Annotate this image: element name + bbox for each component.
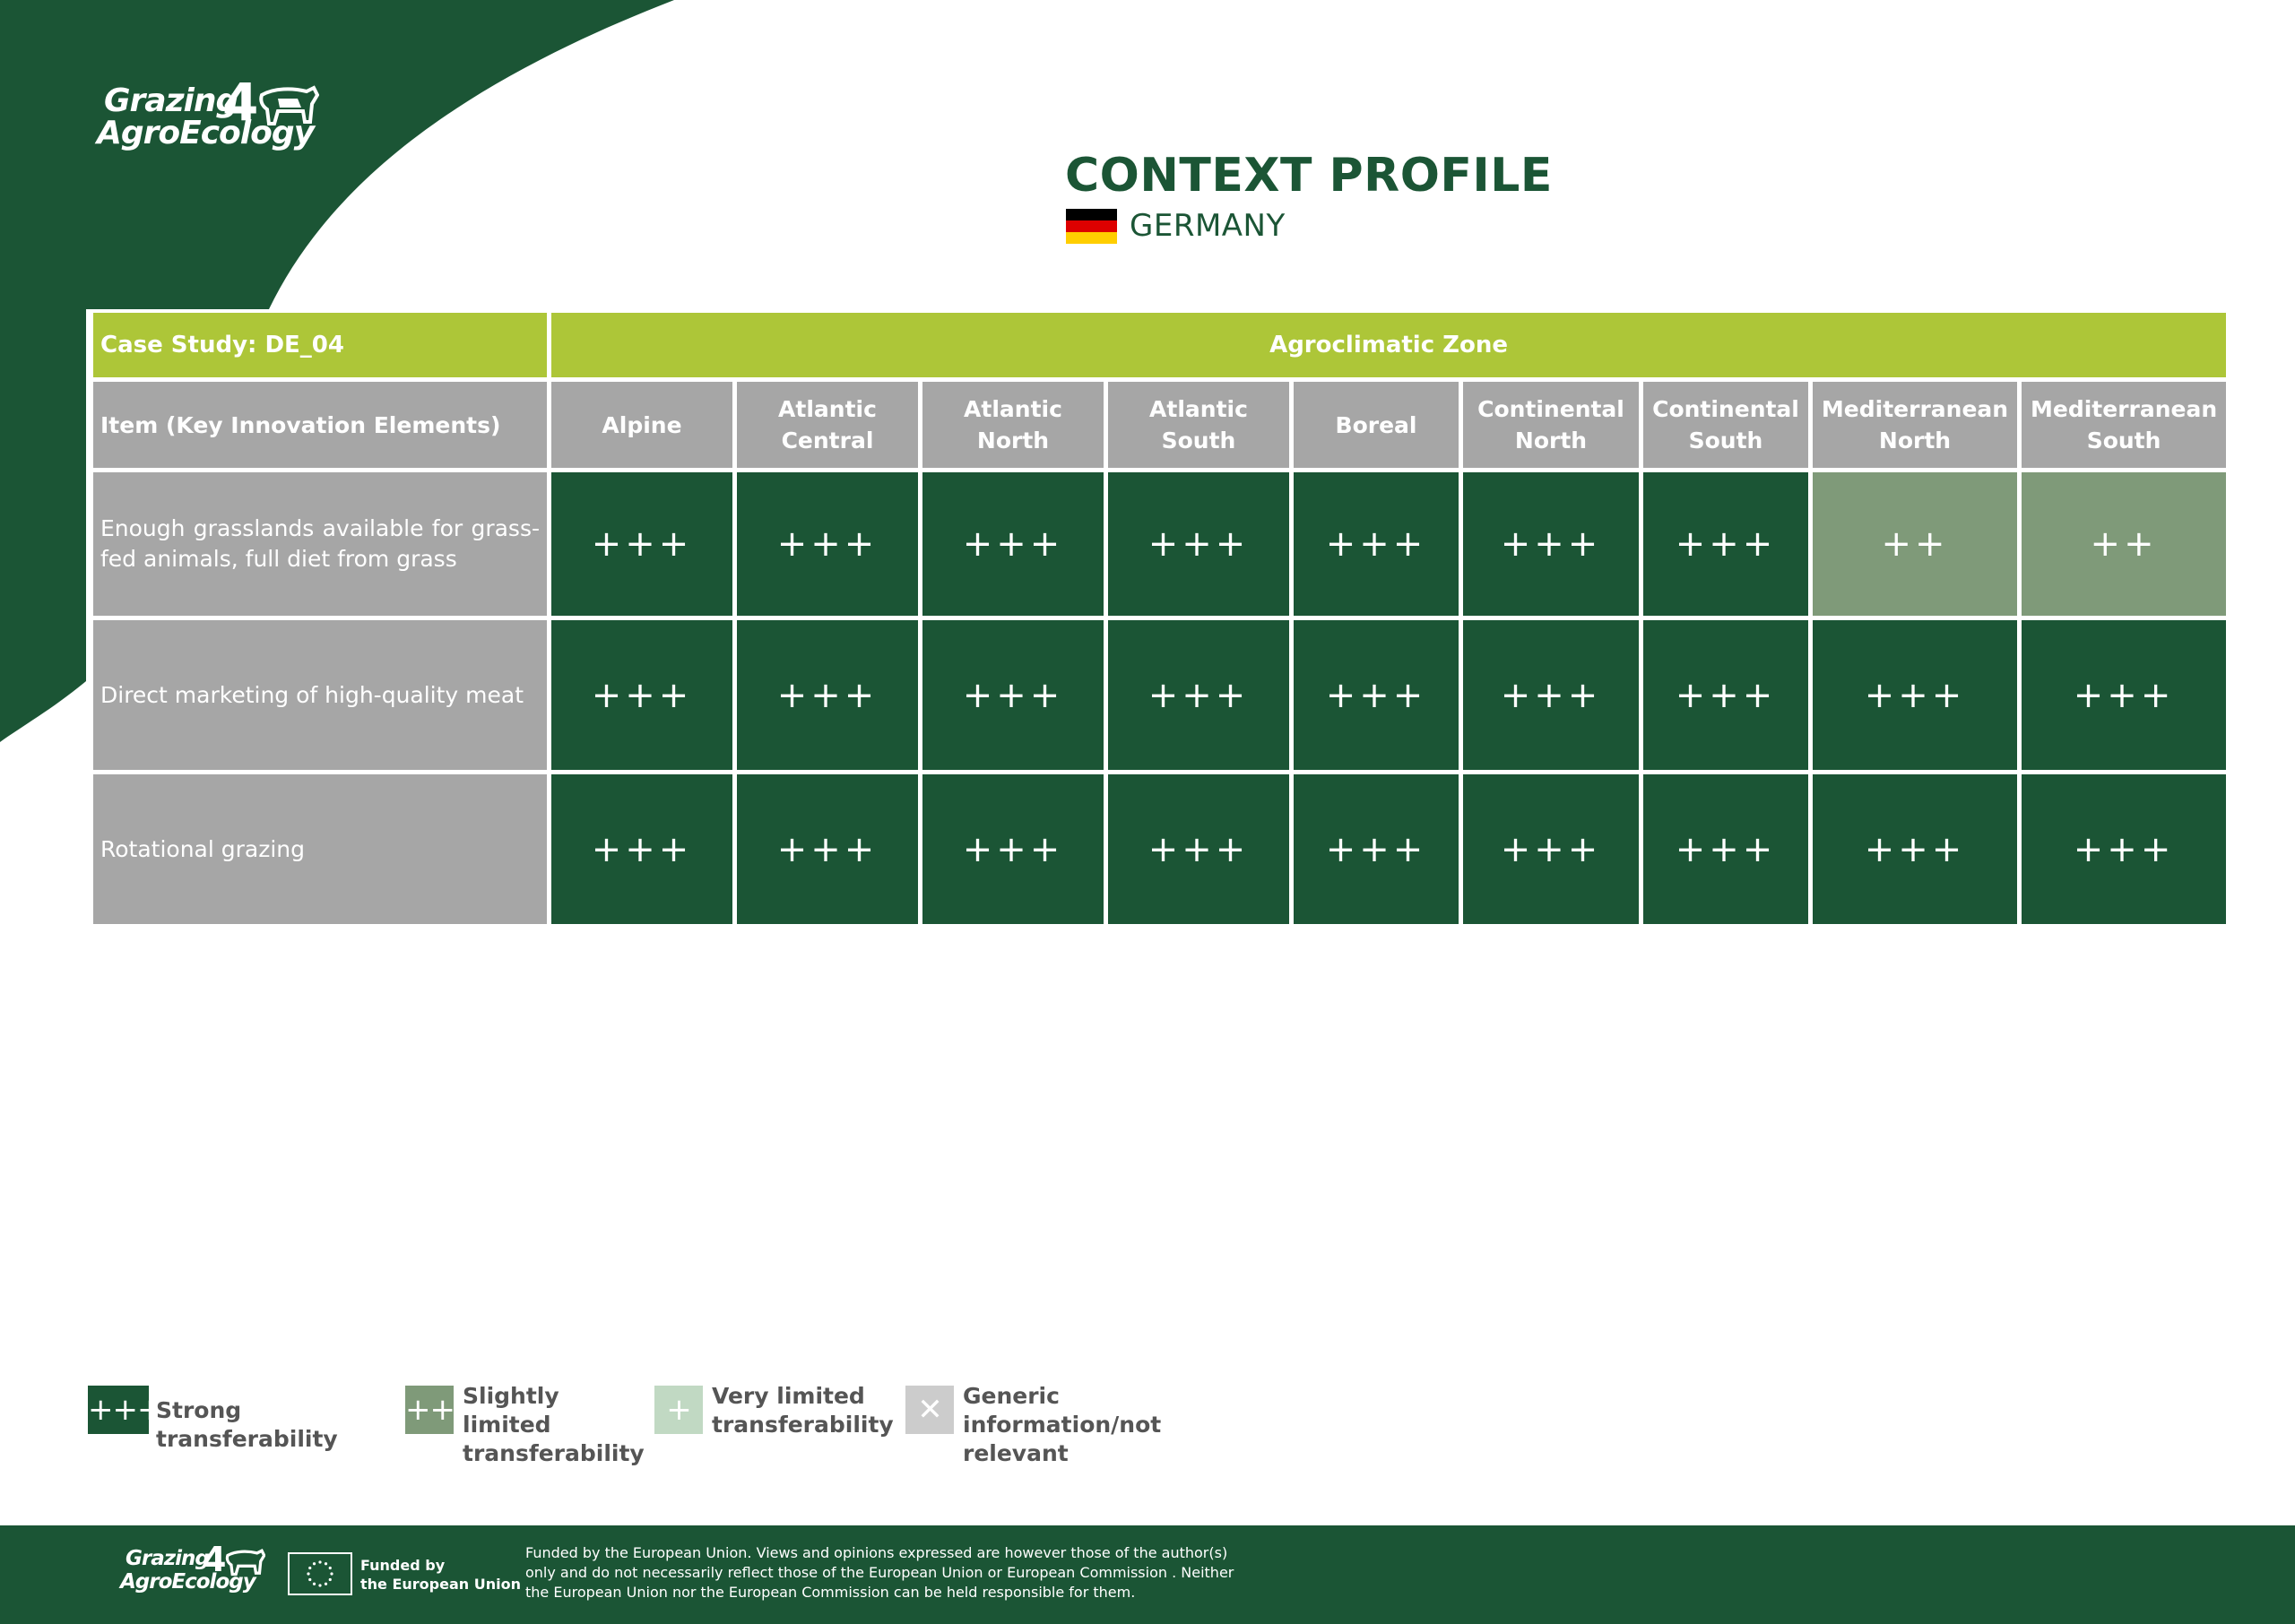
legend-label-line2: relevant [963, 1440, 1069, 1466]
rating-cell: ++ [2022, 472, 2226, 616]
rating-cell: +++ [1643, 472, 1808, 616]
zone-header [1813, 382, 2017, 468]
eu-star [325, 1583, 327, 1585]
rating-cell: +++ [1643, 620, 1808, 770]
rating-cell: +++ [1813, 620, 2017, 770]
zone-name-line1: Atlantic [964, 396, 1062, 422]
zone-header [1643, 382, 1808, 468]
logo-line2: AgroEcology [97, 115, 315, 151]
zone-header [922, 382, 1104, 468]
eu-flag-icon [288, 1552, 352, 1595]
legend-label [463, 1382, 645, 1468]
disclaimer-line1: Funded by the European Union. Views and opinions expressed are however those of the author(s) [525, 1544, 1228, 1561]
disclaimer-line2: only and do not necessarily reflect those of the European Union or European Commission . Neither [525, 1564, 1234, 1581]
item-column-header: Item (Key Innovation Elements) [93, 382, 547, 468]
zone-name-line2: North [976, 428, 1050, 454]
logo-line1: Grazing [104, 82, 238, 119]
funded-line1: Funded by [360, 1557, 446, 1574]
legend-label-line1: Very limited [712, 1383, 865, 1409]
zone-header [737, 382, 918, 468]
legend-label-line2: transferability [712, 1412, 894, 1438]
funding-disclaimer [525, 1543, 1260, 1602]
rating-cell: +++ [551, 620, 732, 770]
zone-name-line2: North [1878, 428, 1952, 454]
zone-name-line1: Atlantic [1149, 396, 1248, 422]
rating-cell: +++ [1108, 472, 1289, 616]
legend-label [963, 1382, 1161, 1468]
footer-logo [120, 1540, 273, 1599]
rating-cell: +++ [551, 472, 732, 616]
footer-logo-number: 4 [203, 1540, 227, 1579]
logo-number: 4 [222, 72, 259, 133]
table-row [93, 620, 2226, 770]
zone-name-line2: South [1161, 428, 1236, 454]
case-study-label: Case Study: DE_04 [93, 313, 547, 377]
eu-star [307, 1572, 309, 1575]
very-limited-swatch: + [654, 1386, 703, 1434]
zone-name-line1: Mediterranean [1821, 396, 2009, 422]
zone-name-line1: Continental [1652, 396, 1799, 422]
rating-cell: +++ [737, 774, 918, 924]
legend-label-line2: transferability [463, 1440, 645, 1466]
eu-star [330, 1572, 333, 1575]
grazing4agroecology-logo [97, 72, 330, 156]
rating-cell: +++ [922, 620, 1104, 770]
zone-header [551, 382, 732, 468]
zone-header [1463, 382, 1639, 468]
eu-star [318, 1560, 321, 1563]
cow-icon [224, 1547, 265, 1583]
rating-cell: +++ [551, 774, 732, 924]
rating-cell: +++ [1108, 774, 1289, 924]
funded-line2: the European Union [360, 1576, 521, 1593]
table-row [93, 774, 2226, 924]
rating-cell: +++ [1463, 472, 1639, 616]
rating-cell: ++ [1813, 472, 2017, 616]
eu-star [313, 1583, 316, 1585]
rating-cell: +++ [1813, 774, 2017, 924]
footer [0, 1525, 2295, 1624]
zone-name-line1: Mediterranean [2030, 396, 2218, 422]
slightly-limited-swatch: ++ [405, 1386, 454, 1434]
item-label: Enough grasslands available for grass-fed animals, full diet from grass [93, 472, 547, 616]
item-label: Direct marketing of high-quality meat [93, 620, 547, 770]
disclaimer-line3: the European Union nor the European Commission can be held responsible for them. [525, 1584, 1136, 1601]
zone-name-line2: Central [781, 428, 874, 454]
legend-label [712, 1382, 894, 1439]
eu-star [313, 1562, 316, 1565]
eu-star [308, 1578, 311, 1581]
country-name: GERMANY [1130, 208, 1286, 244]
strong-transferability-swatch: +++ [88, 1386, 149, 1434]
legend-label-line1: Slightly limited [463, 1383, 559, 1438]
context-profile-table [89, 308, 2230, 929]
legend-label-line1: Generic information/not [963, 1383, 1162, 1438]
agroclimatic-zone-header: Agroclimatic Zone [551, 313, 2226, 377]
footer-logo-line1: Grazing [126, 1547, 209, 1570]
zone-header [1108, 382, 1289, 468]
funded-by-eu-label [360, 1556, 521, 1594]
zone-name-line1: Boreal [1335, 411, 1417, 438]
item-label: Rotational grazing [93, 774, 547, 924]
rating-cell: +++ [737, 472, 918, 616]
rating-cell: +++ [922, 774, 1104, 924]
germany-flag-icon [1066, 209, 1117, 244]
rating-cell: +++ [737, 620, 918, 770]
rating-cell: +++ [1294, 472, 1459, 616]
rating-cell: +++ [1294, 774, 1459, 924]
rating-cell: +++ [2022, 620, 2226, 770]
cow-icon [256, 82, 319, 136]
table-row [93, 472, 2226, 616]
zone-name-line2: North [1514, 428, 1588, 454]
eu-star [318, 1584, 321, 1586]
eu-star [329, 1578, 332, 1581]
zone-name-line1: Continental [1477, 396, 1624, 422]
eu-star [325, 1562, 327, 1565]
rating-cell: +++ [1108, 620, 1289, 770]
zone-header [2022, 382, 2226, 468]
rating-cell: +++ [1294, 620, 1459, 770]
rating-cell: +++ [1463, 774, 1639, 924]
zone-name-line2: South [1688, 428, 1763, 454]
eu-star [308, 1567, 311, 1569]
eu-star [329, 1567, 332, 1569]
rating-cell: +++ [922, 472, 1104, 616]
legend-label [156, 1396, 338, 1454]
rating-cell: +++ [2022, 774, 2226, 924]
zone-header [1294, 382, 1459, 468]
page-title: CONTEXT PROFILE [1065, 149, 1553, 203]
footer-logo-line2: AgroEcology [120, 1570, 255, 1594]
zone-name-line2: South [2086, 428, 2161, 454]
legend-label-line1: Strong transferability [156, 1397, 338, 1452]
not-relevant-x-icon: ✕ [905, 1386, 954, 1434]
rating-cell: +++ [1643, 774, 1808, 924]
zone-name-line1: Alpine [602, 411, 682, 438]
zone-name-line1: Atlantic [778, 396, 877, 422]
rating-cell: +++ [1463, 620, 1639, 770]
